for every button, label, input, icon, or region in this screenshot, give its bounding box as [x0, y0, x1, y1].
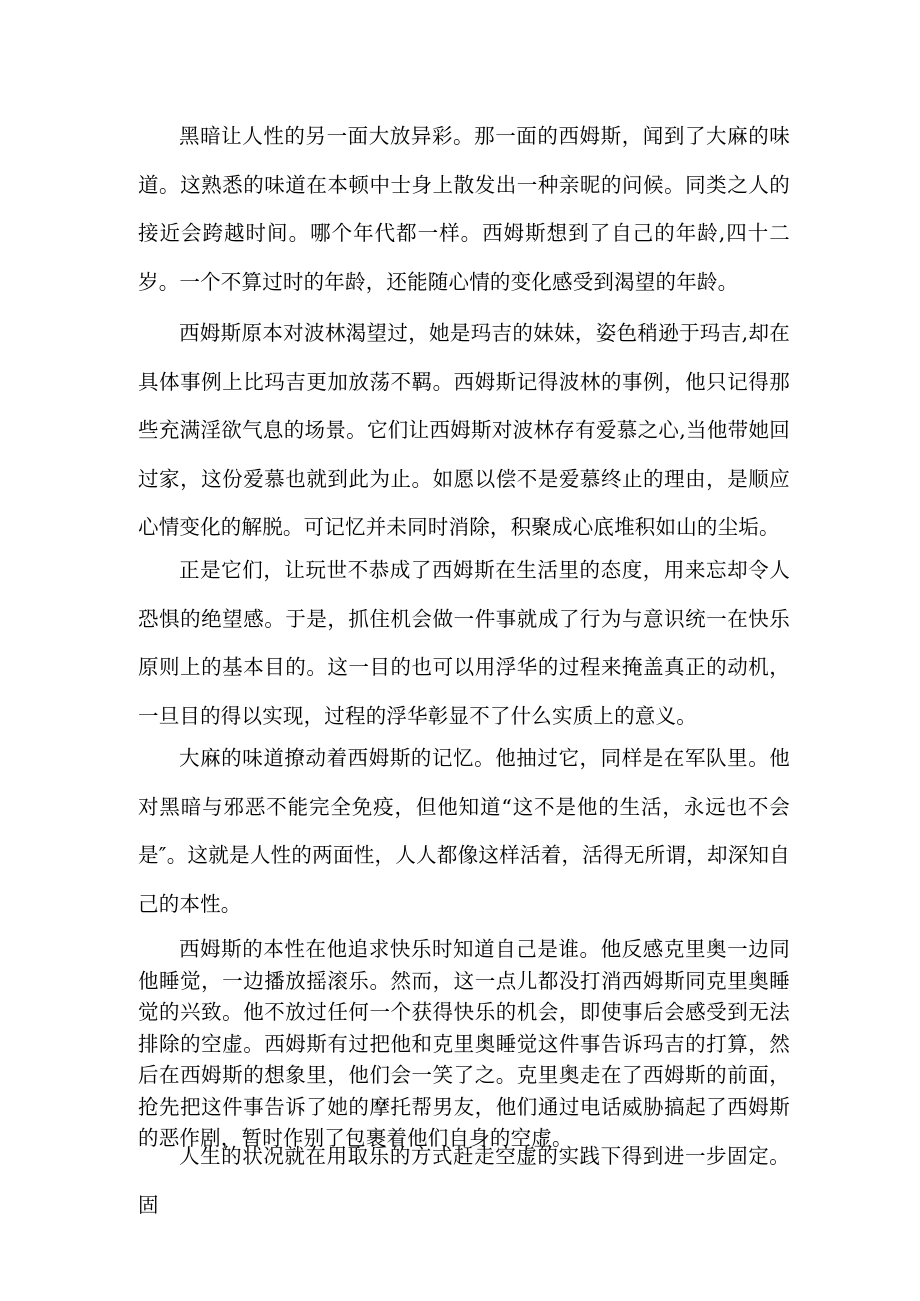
paragraph-4: 大麻的味道撩动着西姆斯的记忆。他抽过它，同样是在军队里。他对黑暗与邪恶不能完全免疫，但他知道“这不是他的生活，永远也不会是″。这就是人性的两面性，人人都像这样活着，活得无所谓，却深知自己的本性。 — [138, 746, 790, 916]
paragraph-5: 西姆斯的本性在他追求快乐时知道自己是谁。他反感克里奥一边同他睡觉，一边播放摇滚乐。然而，这一点儿都没打消西姆斯同克里奥睡觉的兴致。他不放过任何一个获得快乐的机会，即使事后会感受到无法排除的空虚。西姆斯有过把他和克里奥睡觉这件事告诉玛吉的打算，然后在西姆斯的想象里，他们会一笑了之。克里奥走在了西姆斯的前面，抢先把这件事告诉了她的摩托帮男友，他们通过电话威胁搞起了西姆斯的恶作剧，暂时作别了包裹着他们自身的空虚。 — [138, 937, 790, 1150]
paragraph-3: 正是它们，让玩世不恭成了西姆斯在生活里的态度，用来忘却令人恐惧的绝望感。于是，抓住机会做一件事就成了行为与意识统一在快乐原则上的基本目的。这一目的也可以用浮华的过程来掩盖真正的动机，一旦目的得以实现，过程的浮华彰显不了什么实质上的意义。 — [138, 558, 790, 728]
paragraph-1: 黑暗让人性的另一面大放异彩。那一面的西姆斯，闻到了大麻的味道。这熟悉的味道在本顿中士身上散发出一种亲昵的问候。同类之人的接近会跨越时间。哪个年代都一样。西姆斯想到了自己的年龄,四十二岁。一个不算过时的年龄，还能随心情的变化感受到渴望的年龄。 — [138, 124, 790, 294]
paragraph-6: 人生的状况就在用取乐的方式赶走空虚的实践下得到进一步固定。固 — [138, 1144, 790, 1217]
paragraph-2: 西姆斯原本对波林渴望过，她是玛吉的妹妹，姿色稍逊于玛吉,却在具体事例上比玛吉更加放荡不羁。西姆斯记得波林的事例，他只记得那些充满淫欲气息的场景。它们让西姆斯对波林存有爱慕之心,当他带她回过家，这份爱慕也就到此为止。如愿以偿不是爱慕终止的理由，是顺应心情变化的解脱。可记忆并未同时消除，积聚成心底堆积如山的尘垢。 — [138, 321, 790, 539]
